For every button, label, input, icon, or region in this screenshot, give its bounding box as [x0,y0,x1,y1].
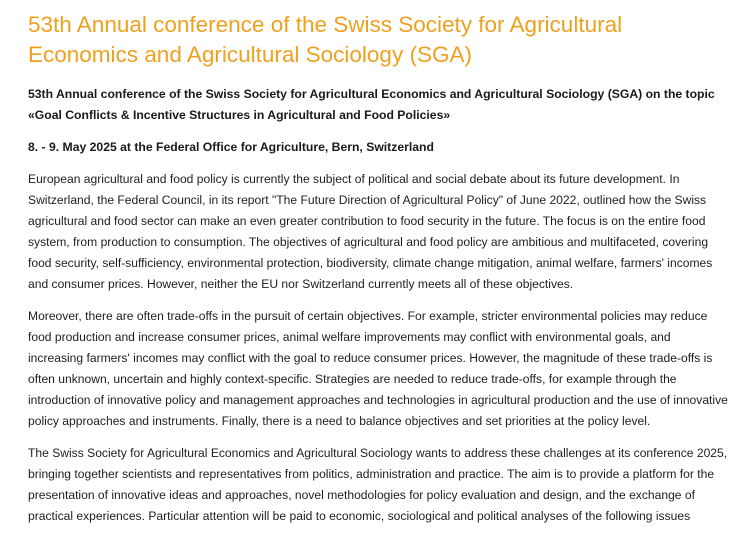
body-paragraph: The Swiss Society for Agricultural Economics and Agricultural Sociology wants to address these challenges at its conference 2025, bringing together scientists and representatives from politics, administration and practice. The aim is to provide a platform for the presentation of innovative ideas and approaches, novel methodologies for policy evaluation and design, and the exchange of practical experiences. Particular attention will be paid to economic, sociological and political analyses of the following issues [28,446,728,523]
body-paragraph: Moreover, there are often trade-offs in the pursuit of certain objectives. For example, stricter environmental policies may reduce food production and increase consumer prices, animal welfare improvements may conflict with environmental goals, and increasing farmers' incomes may conflict with the goal to reduce consumer prices. However, the magnitude of these trade-offs is often unknown, uncertain and highly context-specific. Strategies are needed to reduce trade-offs, for example through the introduction of innovative policy and management approaches and technologies in agricultural production and the use of innovative policy approaches and instruments. Finally, there is a need to balance objectives and set priorities at the policy level. [28,309,728,428]
lead-text: 53th Annual conference of the Swiss Society for Agricultural Economics and Agricultural Sociology (SGA) on the topic «Goal Conflicts & Incentive Structures in Agricultural and Food Policies» [28,87,715,122]
date-location-text: 8. - 9. May 2025 at the Federal Office for Agriculture, Bern, Switzerland [28,140,434,154]
page-title: 53th Annual conference of the Swiss Society for Agricultural Economics and Agricultural Sociology (SGA) [28,12,623,67]
body-paragraph: European agricultural and food policy is currently the subject of political and social debate about its future development. In Switzerland, the Federal Council, in its report "The Future Direction of Agricultural Policy" of June 2022, outlined how the Swiss agricultural and food sector can make an even greater contribution to food security in the future. The focus is on the entire food system, from production to consumption. The objectives of agricultural and food policy are ambitious and multifaceted, covering food security, self-sufficiency, environmental protection, biodiversity, climate change mitigation, animal welfare, farmers' incomes and consumer prices. However, neither the EU nor Switzerland currently meets all of these objectives. [28,172,713,291]
